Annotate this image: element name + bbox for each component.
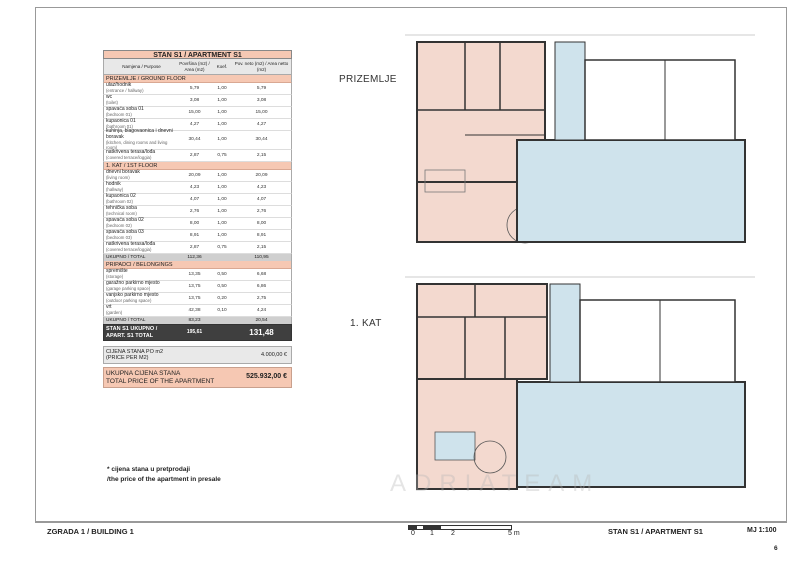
row-net: 8,91 xyxy=(256,232,267,238)
total-net: 20,54 xyxy=(255,317,268,323)
scale-label: 1 xyxy=(430,530,434,537)
total-net: 110,95 xyxy=(254,254,269,260)
row-name: kuhinja, blagovaonica i dnevni boravak xyxy=(106,128,173,141)
row-net: 15,00 xyxy=(255,109,268,115)
ground-floor-neighbour xyxy=(517,42,745,242)
row-coef: 0,50 xyxy=(217,271,227,277)
apartment-label: STAN S1 / APARTMENT S1 xyxy=(608,527,703,536)
table-title: STAN S1 / APARTMENT S1 xyxy=(103,50,292,59)
page-number: 6 xyxy=(774,545,778,552)
ground-floor-plan xyxy=(405,30,765,258)
total-price xyxy=(103,367,292,388)
row-name: garažno parkirno mjesto xyxy=(106,280,160,287)
row-net: 4,27 xyxy=(256,121,267,127)
row-name: wc xyxy=(106,94,113,101)
row-coef: 1,00 xyxy=(217,220,227,226)
row-name-en: (bedroom 01) xyxy=(106,111,132,117)
presale-note-line-2: /the price of the apartment in presale xyxy=(107,476,221,483)
header-name: Namjena / Purpose xyxy=(122,63,161,69)
row-coef: 1,00 xyxy=(217,137,227,143)
row-name-en: (kitchen, dining rooms and living room) xyxy=(106,139,168,150)
row-area: 15,00 xyxy=(188,109,201,115)
row-area: 8,91 xyxy=(189,232,200,238)
row-name-en: (covered terrace/loggia) xyxy=(106,246,152,252)
table-row xyxy=(103,170,292,182)
scale-segment xyxy=(416,525,424,530)
header-net: Pov. neto (m2) / Area netto (m2) xyxy=(234,61,289,72)
drawing-scale: MJ 1:100 xyxy=(747,527,777,534)
row-area: 42,38 xyxy=(188,307,201,313)
row-area: 3,08 xyxy=(189,97,200,103)
grand-label-1: STAN S1 UKUPNO / xyxy=(106,326,158,333)
section-first-floor: 1. KAT / 1ST FLOOR xyxy=(103,162,292,170)
row-area: 13,75 xyxy=(188,295,201,301)
total-price-label-1: UKUPNA CIJENA STANA xyxy=(106,370,181,378)
row-area: 20,09 xyxy=(188,172,201,178)
section-belongings: PRIPADCI / BELONGINGS xyxy=(103,261,292,269)
row-net: 8,00 xyxy=(256,220,267,226)
header-coef: Koef. xyxy=(216,63,228,69)
row-area: 4,07 xyxy=(189,196,200,202)
row-coef: 1,00 xyxy=(217,85,227,91)
row-coef: 1,00 xyxy=(217,184,227,190)
scale-label: 0 xyxy=(411,530,415,537)
row-net: 2,76 xyxy=(256,208,267,214)
row-name-en: (bathroom 02) xyxy=(106,198,133,204)
row-name: spremište xyxy=(106,268,128,275)
price-per-m2-value: 4.000,00 € xyxy=(261,351,287,358)
presale-note xyxy=(107,465,221,485)
table-header xyxy=(103,59,292,75)
row-coef: 1,00 xyxy=(217,232,227,238)
row-coef: 1,00 xyxy=(217,172,227,178)
row-coef: 1,00 xyxy=(217,208,227,214)
belongings-rows xyxy=(103,269,292,317)
first-floor-rows xyxy=(103,170,292,254)
first-floor-label: 1. KAT xyxy=(350,318,382,329)
row-name: vrt xyxy=(106,304,112,311)
header-gross: Površina (m2) / Area (m2) xyxy=(179,61,210,72)
row-name: tehnička soba xyxy=(106,205,137,212)
ground-floor-rows xyxy=(103,83,292,162)
row-name-en: (bathroom 01) xyxy=(106,123,133,129)
row-area: 4,27 xyxy=(189,121,200,127)
row-area: 30,44 xyxy=(188,137,201,143)
footer-divider xyxy=(35,522,787,523)
row-area: 2,76 xyxy=(189,208,200,214)
row-name: natkrivena terasa/lođa xyxy=(106,149,156,156)
row-name-en: (technical room) xyxy=(106,210,137,216)
price-per-m2-label-2: (PRICE PER M2) xyxy=(106,355,149,361)
row-name-en: (outdoor parking space) xyxy=(106,297,152,303)
price-per-m2-label-1: CIJENA STANA PO m2 xyxy=(106,348,164,355)
row-name: spavaća soba 02 xyxy=(106,217,144,224)
row-coef: 0,50 xyxy=(217,283,227,289)
row-coef: 1,00 xyxy=(217,109,227,115)
row-area: 2,87 xyxy=(189,152,200,158)
row-net: 3,08 xyxy=(256,97,267,103)
row-net: 4,24 xyxy=(256,307,267,313)
row-net: 2,15 xyxy=(256,152,267,158)
row-name-en: (covered terrace/loggia) xyxy=(106,154,152,160)
row-area: 13,75 xyxy=(188,283,201,289)
scale-label: 2 xyxy=(451,530,455,537)
row-net: 4,07 xyxy=(256,196,267,202)
row-name-en: (garden) xyxy=(106,309,123,315)
row-name: kupaonica 01 xyxy=(106,118,136,125)
row-name: dnevni boravak xyxy=(106,169,140,176)
section-ground-floor: PRIZEMLJE / GROUND FLOOR xyxy=(103,75,292,83)
watermark: ADRIATEAM xyxy=(390,470,601,497)
table-row xyxy=(103,150,292,162)
row-name-en: (entrance / hallway) xyxy=(106,87,144,93)
row-coef: 1,00 xyxy=(217,97,227,103)
row-net: 5,79 xyxy=(256,85,267,91)
row-name: vanjsko parkirno mjesto xyxy=(106,292,159,299)
apartment-total-row xyxy=(103,324,292,341)
total-label: UKUPNO / TOTAL xyxy=(106,254,146,260)
row-net: 4,23 xyxy=(256,184,267,190)
area-table xyxy=(103,50,292,388)
row-name-en: (hallway) xyxy=(106,186,124,192)
first-floor-total xyxy=(103,254,292,261)
total-area: 83,23 xyxy=(188,317,201,323)
row-net: 6,68 xyxy=(256,271,267,277)
row-name-en: (storage) xyxy=(106,273,124,279)
total-area: 112,36 xyxy=(187,254,202,260)
row-area: 2,87 xyxy=(189,244,200,250)
scale-bar xyxy=(408,525,568,539)
row-net: 2,75 xyxy=(256,295,267,301)
grand-label-2: APART. S1 TOTAL xyxy=(106,332,154,339)
grand-net: 131,48 xyxy=(249,327,274,337)
total-price-value: 525.932,00 € xyxy=(246,373,287,381)
row-name-en: (garage parking space) xyxy=(106,285,151,291)
row-name: spavaća soba 03 xyxy=(106,229,144,236)
row-net: 30,44 xyxy=(255,137,268,143)
scale-label: 5 m xyxy=(508,530,520,537)
row-coef: 1,00 xyxy=(217,196,227,202)
row-name-en: (living room) xyxy=(106,174,130,180)
row-name-en: (toilet) xyxy=(106,99,118,105)
first-floor-neighbour xyxy=(517,284,745,487)
row-name-en: (bedroom 03) xyxy=(106,234,132,240)
ground-floor-label: PRIZEMLJE xyxy=(339,74,397,85)
grand-area: 195,61 xyxy=(186,328,203,335)
table-row xyxy=(103,293,292,305)
presale-note-line-1: * cijena stana u pretprodaji xyxy=(107,466,191,473)
row-area: 8,00 xyxy=(189,220,200,226)
row-name-en: (bedroom 02) xyxy=(106,222,132,228)
table-row xyxy=(103,305,292,317)
row-name: kupaonica 02 xyxy=(106,193,136,200)
price-per-m2 xyxy=(103,346,292,364)
total-label: UKUPNO / TOTAL xyxy=(106,317,146,323)
row-name: ulaz/hodnik xyxy=(106,82,132,89)
row-area: 5,79 xyxy=(189,85,200,91)
belongings-total xyxy=(103,317,292,324)
row-name: hodnik xyxy=(106,181,121,188)
row-name: natkrivena terasa/lođa xyxy=(106,241,156,248)
row-net: 6,86 xyxy=(256,283,267,289)
row-net: 20,09 xyxy=(255,172,268,178)
row-coef: 0,10 xyxy=(217,307,227,313)
row-coef: 1,00 xyxy=(217,121,227,127)
row-net: 2,15 xyxy=(256,244,267,250)
table-row xyxy=(103,242,292,254)
row-coef: 0,75 xyxy=(217,244,227,250)
row-name: spavaća soba 01 xyxy=(106,106,144,113)
building-label: ZGRADA 1 / BUILDING 1 xyxy=(47,527,134,536)
row-area: 13,35 xyxy=(188,271,201,277)
table-row xyxy=(103,128,292,150)
row-coef: 0,75 xyxy=(217,152,227,158)
row-coef: 0,20 xyxy=(217,295,227,301)
table-row xyxy=(103,83,292,95)
total-price-label-2: TOTAL PRICE OF THE APARTMENT xyxy=(106,377,215,385)
row-area: 4,23 xyxy=(189,184,200,190)
